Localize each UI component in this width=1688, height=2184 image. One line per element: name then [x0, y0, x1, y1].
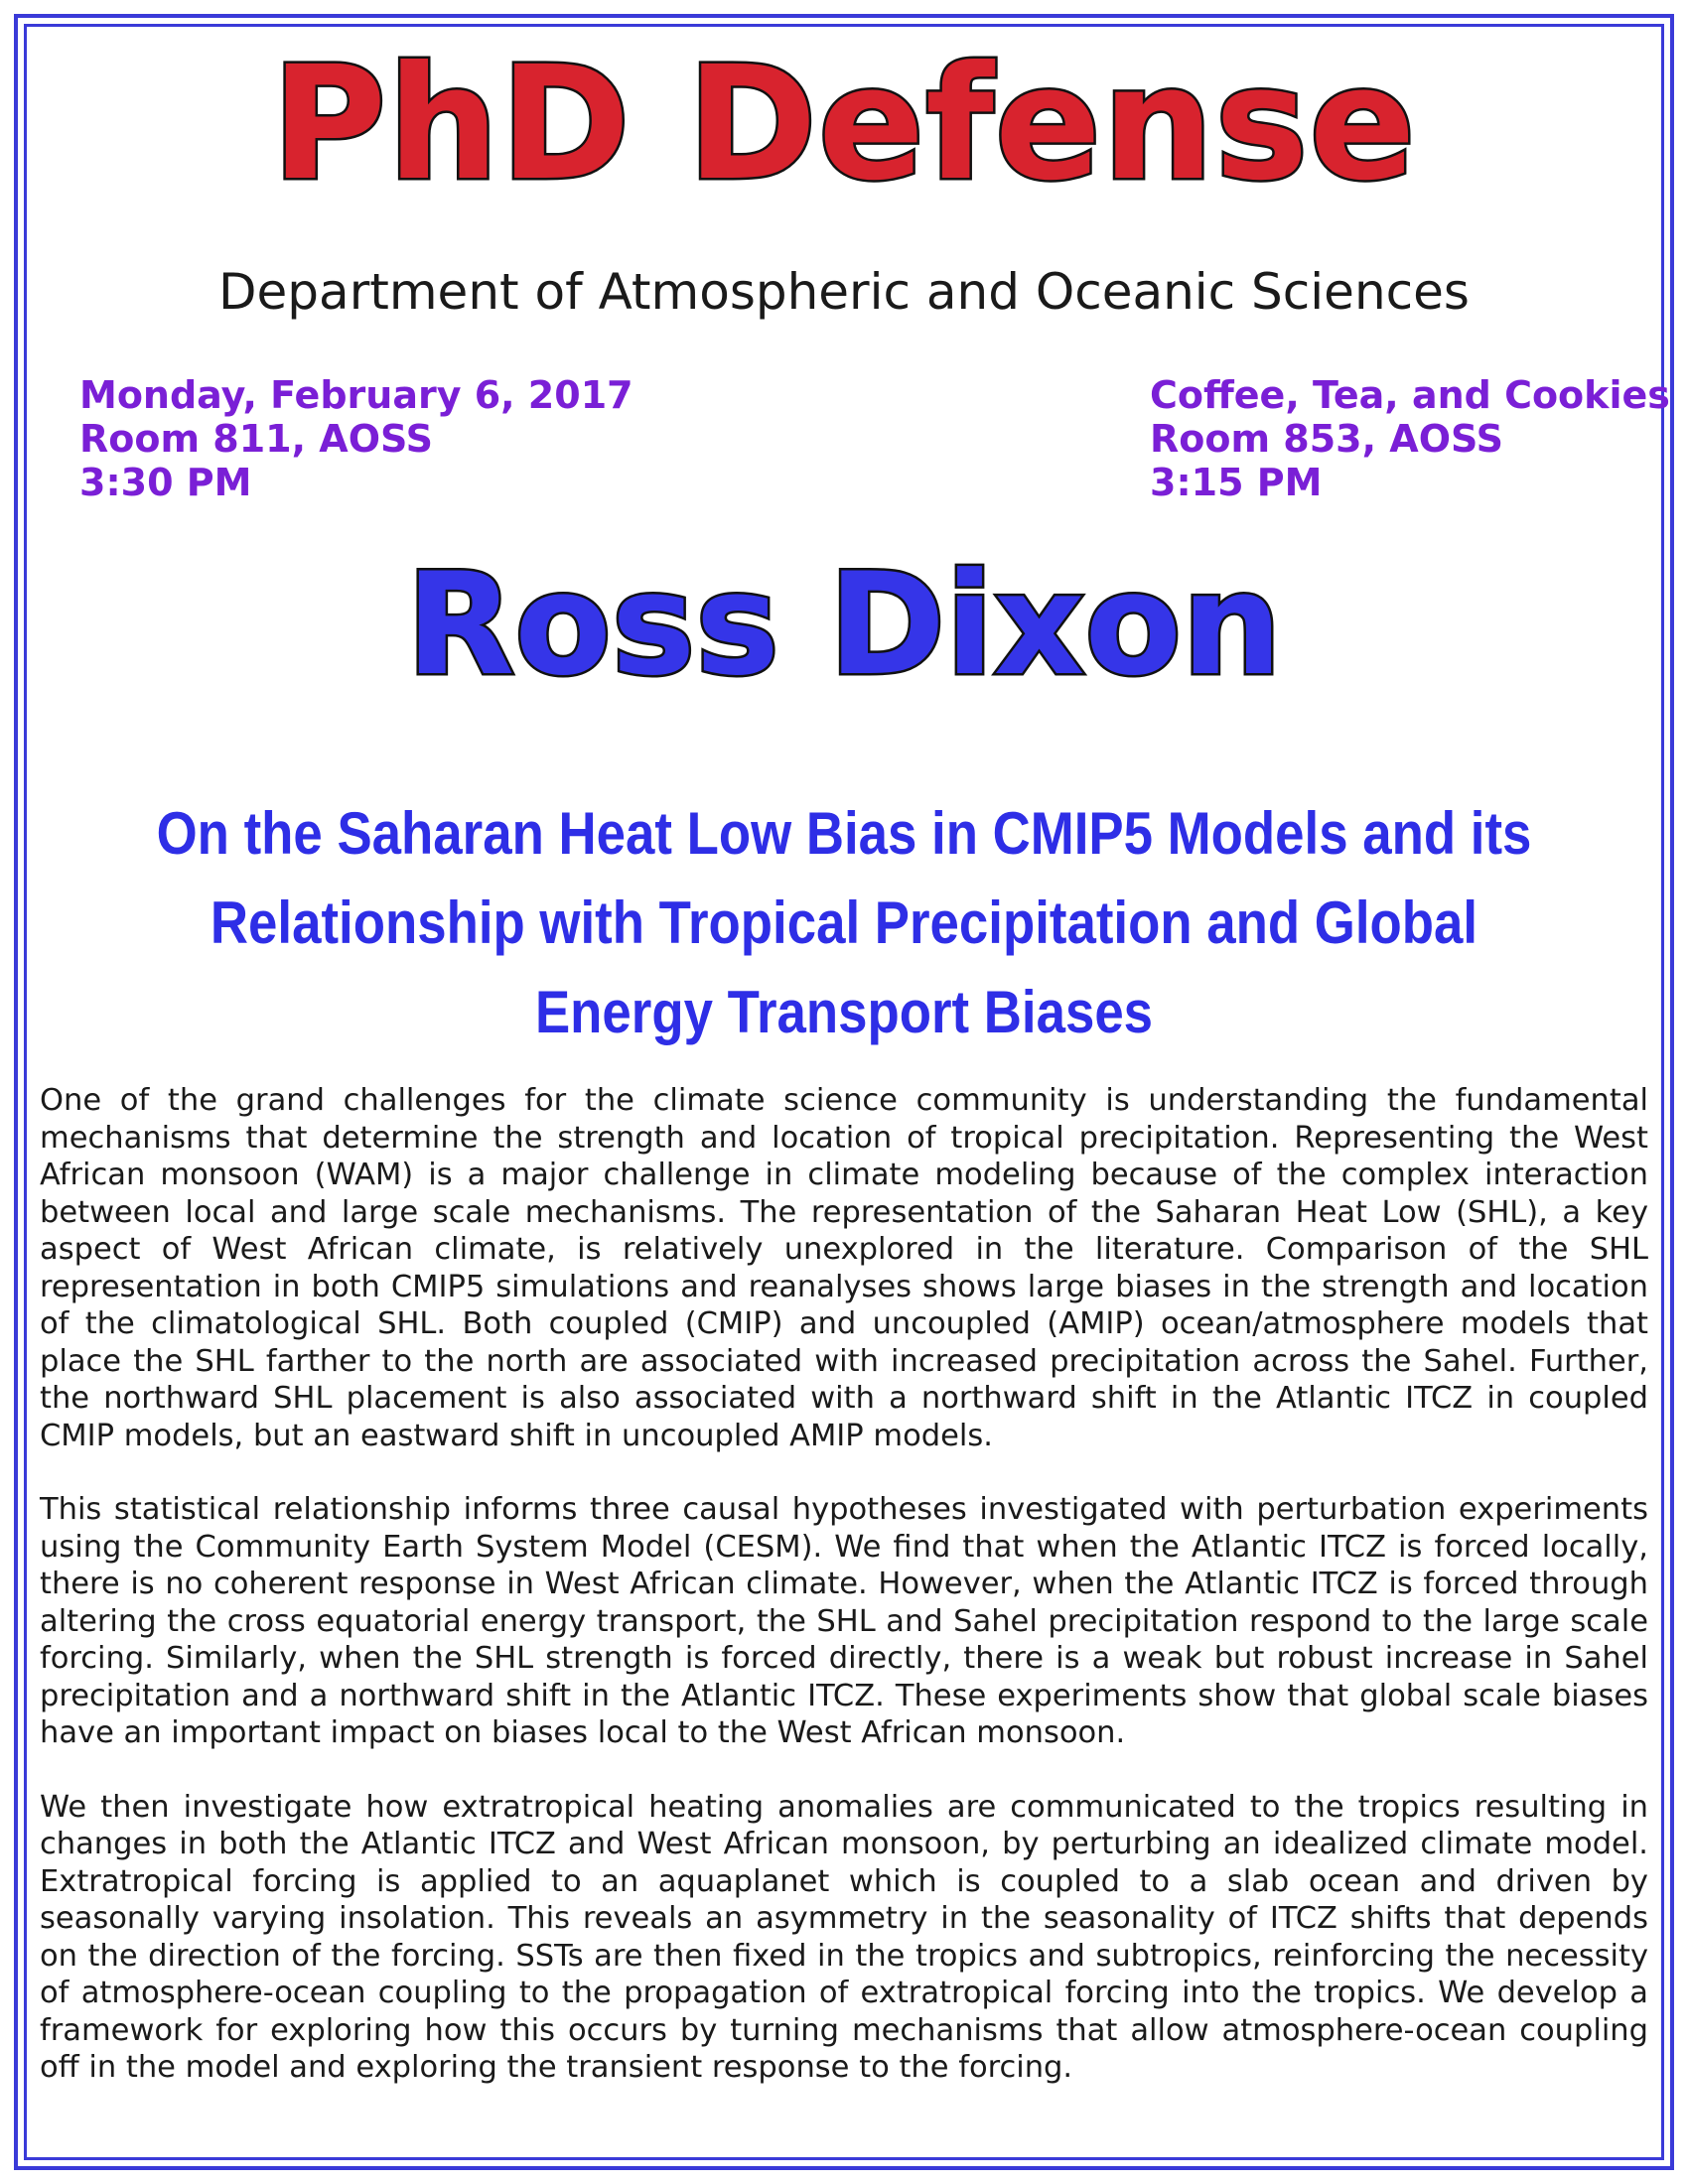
defense-room: Room 811, AOSS [79, 417, 434, 461]
defense-date: Monday, February 6, 2017 [79, 373, 633, 417]
abstract-paragraph: This statistical relationship informs three causal hypotheses investigated with perturbation experiments using the Community Earth System Model (CESM). We find that when the Atlantic ITCZ is forced locally, there is no coherent response in West African climate. However, when the Atlantic ITCZ is forced through altering the cross equatorial energy transport, the SHL and Sahel precipitation respond to the large scale forcing. Similarly, when the SHL strength is forced directly, there is a weak but robust increase in Sahel precipitation and a northward shift in the Atlantic ITCZ. These experiments show that global scale biases have an important impact on biases local to the West African monsoon. [40, 1492, 1648, 1750]
abstract-paragraph: One of the grand challenges for the climate science community is understanding the fundamental mechanisms that determine the strength and location of tropical precipitation. Representing the West African monsoon (WAM) is a major challenge in climate modeling because of the complex interaction between local and large scale mechanisms. The representation of the Saharan Heat Low (SHL), a key aspect of West African climate, is relatively unexplored in the literature. Comparison of the SHL representation in both CMIP5 simulations and reanalyses shows large biases in the strength and location of the climatological SHL. Both coupled (CMIP) and uncoupled (AMIP) ocean/atmosphere models that place the SHL farther to the north are associated with increased precipitation across the Sahel. Further, the northward SHL placement is also associated with a northward shift in the Atlantic ITCZ in coupled CMIP models, but an eastward shift in uncoupled AMIP models. [40, 1083, 1648, 1453]
poster-title: PhD Defense [271, 33, 1417, 215]
abstract-paragraph: We then investigate how extratropical heating anomalies are communicated to the tropics resulting in changes in both the Atlantic ITCZ and West African monsoon, by perturbing an idealized climate model. Extratropical forcing is applied to an aquaplanet which is coupled to a slab ocean and driven by seasonally varying insolation. This reveals an asymmetry in the seasonality of ITCZ shifts that depends on the direction of the forcing. SSTs are then fixed in the tropics and subtropics, reinforcing the necessity of atmosphere-ocean coupling to the propagation of extratropical forcing into the tropics. We develop a framework for exploring how this occurs by turning mechanisms that allow atmosphere-ocean coupling off in the model and exploring the transient response to the forcing. [40, 1789, 1648, 2085]
defense-time: 3:30 PM [79, 461, 252, 504]
reception-title: Coffee, Tea, and Cookies [1150, 373, 1670, 417]
defense-event-details [79, 373, 633, 504]
reception-room: Room 853, AOSS [1150, 417, 1504, 461]
presenter-name: Ross Dixon [405, 543, 1283, 707]
talk-title: On the Saharan Heat Low Bias in CMIP5 Models and its Relationship with Tropical Precipitation and Global Energy Transport Biases [156, 800, 1532, 1045]
reception-event-details [1150, 373, 1670, 504]
department-name: Department of Atmospheric and Oceanic Sciences [218, 263, 1470, 321]
reception-time: 3:15 PM [1150, 461, 1323, 504]
abstract [40, 1082, 1648, 2123]
